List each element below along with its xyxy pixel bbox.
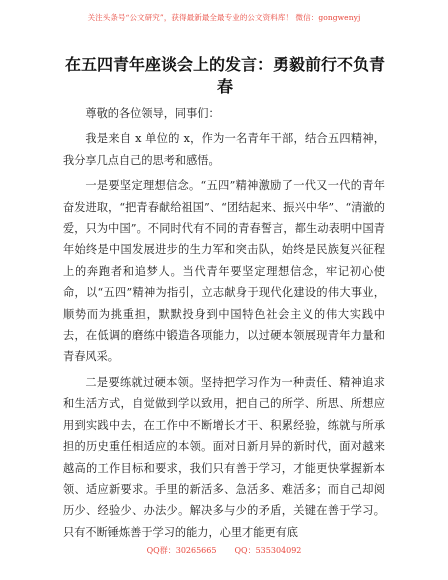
qq-number: 535304092	[255, 546, 302, 555]
paragraph-skills: 二是要练就过硬本领。坚持把学习作为一种责任、精神追求和生活方式，自觉做到学以致用，把自己的所学、所思、所想应用到实践中去，在工作中不断增长才干、积累经验，练就与所承担的历史重任相适应的本领。面对日新月异的新时代，面对越来越高的工作目标和要求，我们只有善于学习，才能更快掌握新本领、适应新要求。手里的新活多、急活多、难活多；而自己却阅历少、经验少、办法少。解决多与少的矛盾，关键在善于学习。只有不断锤炼善于学习的能力，心里才能更有底	[63, 375, 385, 539]
paragraph-intro: 我是来自 x 单位的 x，作为一名青年干部，结合五四精神，我分享几点自己的思考和感悟。	[63, 132, 385, 167]
qq-label: QQ：	[234, 546, 256, 555]
document-body	[63, 103, 385, 547]
document-title: 在五四青年座谈会上的发言：勇毅前行不负青春	[64, 55, 385, 96]
paragraph-ideals: 一是要坚定理想信念。“五四”精神激励了一代又一代的青年奋发进取，“把青春献给祖国”、“团结起来、振兴中华”、“清澈的爱，只为中国”。不同时代有不同的青春誓言，都生动表明中国青年始终是中国发展进步的生力军和突击队，始终是民族复兴征程上的奔跑者和追梦人。当代青年要坚定理想信念，牢记初心使命，以“五四”精神为指引，立志献身于现代化建设的伟大事业，顺势而为挑重担，默默投身到中国特色社会主义的伟大实践中去，在低调的磨练中锻造各项能力，以过硬本领展现青年力量和青春风采。	[63, 179, 385, 364]
footer-contact	[0, 545, 448, 556]
greeting: 尊敬的各位领导，同事们：	[85, 107, 220, 120]
header-promo-note: 关注头条号“公文研究”，获得最新最全最专业的公文资料库！ 微信：gongwenyj	[87, 13, 361, 22]
qq-group-number: 30265665	[175, 546, 217, 555]
qq-group-label: QQ群：	[146, 546, 176, 555]
